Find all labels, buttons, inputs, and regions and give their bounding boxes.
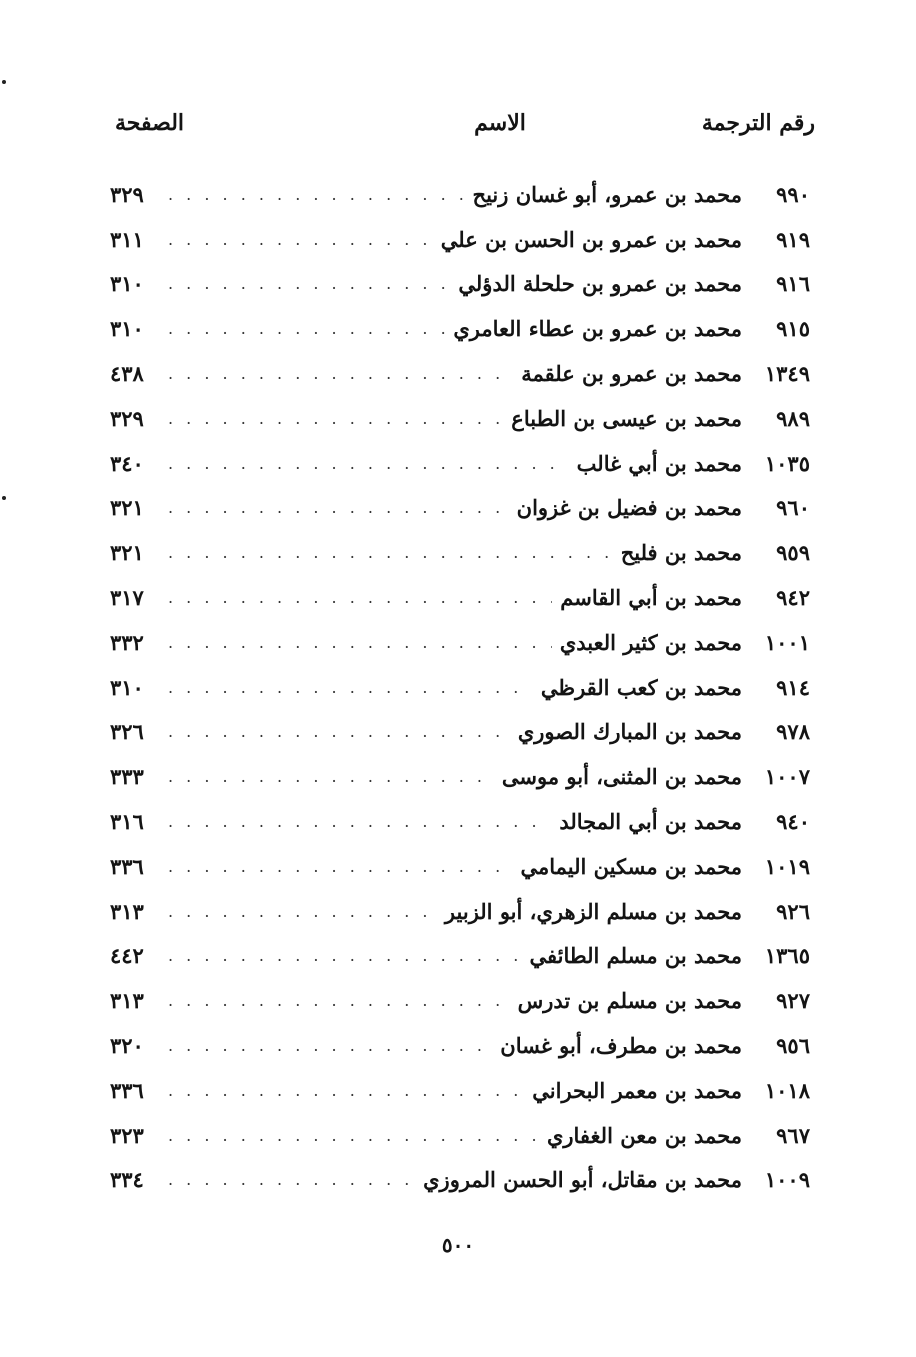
entry-page: ٤٣٨ (110, 361, 144, 387)
entry-page: ٣١٣ (110, 988, 144, 1014)
index-row (110, 575, 810, 620)
entry-name: محمد بن أبي المجالد (559, 809, 742, 835)
entry-name: محمد بن مقاتل، أبو الحسن المروزي (423, 1167, 742, 1193)
entry-name: محمد بن عمرو بن عطاء العامري (453, 316, 742, 342)
leader-dots (168, 946, 522, 965)
index-row (110, 172, 810, 217)
entry-name: محمد بن أبي غالب (576, 450, 742, 476)
entry-page: ٣٣٢ (110, 629, 144, 655)
entry-number: ١٣٤٩ (764, 361, 810, 387)
leader-dots (168, 767, 494, 786)
leader-dots (168, 722, 510, 741)
index-row (110, 306, 810, 351)
entry-page: ٣٢٦ (110, 719, 144, 745)
entry-page: ٣٢٩ (110, 181, 144, 207)
entry-name: محمد بن معمر البحراني (532, 1077, 742, 1103)
entry-number: ٩٨٩ (776, 405, 810, 431)
entry-page: ٣١١ (110, 226, 144, 252)
entry-page: ٣٣٤ (110, 1167, 144, 1193)
entry-number: ١٠٣٥ (764, 450, 810, 476)
entry-name: محمد بن المثنى، أبو موسى (501, 764, 742, 790)
index-row (110, 934, 810, 979)
entry-page: ٣١٦ (110, 809, 144, 835)
leader-dots (168, 1036, 492, 1055)
leader-dots (168, 185, 465, 204)
entry-number: ١٠٠٩ (764, 1167, 810, 1193)
index-row (110, 620, 810, 665)
page-column-header: الصفحة (115, 110, 185, 136)
entry-page: ٣٢١ (110, 495, 144, 521)
leader-dots (168, 274, 450, 293)
entry-number: ٩٤٠ (776, 809, 810, 835)
entry-name: محمد بن أبي القاسم (560, 585, 742, 611)
entry-page: ٣٢٣ (110, 1122, 144, 1148)
leader-dots (168, 319, 445, 338)
index-row (110, 710, 810, 755)
entry-number: ١٠١٩ (764, 853, 810, 879)
leader-dots (168, 857, 513, 876)
index-row (110, 978, 810, 1023)
entry-number: ٩١٩ (776, 226, 810, 252)
leader-dots (168, 454, 569, 473)
entry-page: ٣١٠ (110, 271, 144, 297)
entry-number: ٩٥٦ (776, 1033, 810, 1059)
entry-number: ٩٩٠ (776, 181, 810, 207)
index-row (110, 889, 810, 934)
entry-name: محمد بن مسلم بن تدرس (517, 988, 742, 1014)
entry-name: محمد بن فليح (620, 540, 742, 566)
entry-name: محمد بن عمرو بن الحسن بن علي (440, 226, 742, 252)
index-row (110, 844, 810, 889)
index-row (110, 441, 810, 486)
entry-number: ٩١٦ (776, 271, 810, 297)
entry-name: محمد بن عيسى بن الطباع (511, 405, 742, 431)
entry-number: ٩١٤ (776, 674, 810, 700)
leader-dots (168, 812, 551, 831)
leader-dots (168, 543, 613, 562)
entry-page: ٣١٠ (110, 674, 144, 700)
leader-dots (168, 409, 503, 428)
entry-name: محمد بن مسكين اليمامي (520, 853, 742, 879)
table-header (105, 110, 815, 150)
entry-name: محمد بن كعب القرظي (540, 674, 742, 700)
leader-dots (168, 678, 533, 697)
entry-name: محمد بن معن الغفاري (546, 1122, 742, 1148)
entry-page: ٣٣٦ (110, 1077, 144, 1103)
entry-number: ١٠١٨ (764, 1077, 810, 1103)
entry-number: ٩٧٨ (776, 719, 810, 745)
index-list (110, 172, 810, 1202)
number-column-header: رقم الترجمة (701, 110, 815, 136)
entry-page: ٣٣٣ (110, 764, 144, 790)
index-row (110, 217, 810, 262)
entry-page: ٣٣٦ (110, 853, 144, 879)
scan-mark (2, 496, 6, 500)
leader-dots (168, 588, 552, 607)
index-row (110, 1068, 810, 1113)
entry-number: ٩٥٩ (776, 540, 810, 566)
index-row (110, 1023, 810, 1068)
index-row (110, 486, 810, 531)
scan-mark (2, 80, 6, 84)
index-row (110, 665, 810, 710)
entry-page: ٣٤٠ (110, 450, 144, 476)
entry-page: ٣١٠ (110, 316, 144, 342)
entry-number: ١٣٦٥ (764, 943, 810, 969)
index-row (110, 262, 810, 307)
index-row (110, 396, 810, 441)
index-row (110, 754, 810, 799)
index-row (110, 1113, 810, 1158)
leader-dots (168, 498, 509, 517)
leader-dots (168, 991, 510, 1010)
entry-number: ١٠٠٧ (764, 764, 810, 790)
entry-name: محمد بن مسلم الزهري، أبو الزبير (444, 898, 742, 924)
entry-name: محمد بن المبارك الصوري (517, 719, 742, 745)
entry-number: ٩٤٢ (776, 585, 810, 611)
entry-name: محمد بن مطرف، أبو غسان (500, 1033, 742, 1059)
page-number: ٥٠٠ (441, 1233, 475, 1257)
leader-dots (168, 633, 552, 652)
leader-dots (168, 364, 513, 383)
entry-number: ٩٢٧ (776, 988, 810, 1014)
entry-name: محمد بن عمرو بن حلحلة الدؤلي (458, 271, 742, 297)
entry-page: ٣٢٩ (110, 405, 144, 431)
entry-number: ٩٦٧ (776, 1122, 810, 1148)
entry-name: محمد بن عمرو، أبو غسان زنيح (472, 181, 742, 207)
entry-name: محمد بن مسلم الطائفي (529, 943, 742, 969)
entry-name: محمد بن عمرو بن علقمة (521, 361, 742, 387)
leader-dots (168, 1170, 415, 1189)
entry-page: ٣١٧ (110, 585, 144, 611)
entry-number: ١٠٠١ (764, 629, 810, 655)
index-row (110, 351, 810, 396)
entry-page: ٣٢٠ (110, 1033, 144, 1059)
entry-name: محمد بن كثير العبدي (559, 629, 742, 655)
entry-number: ٩١٥ (776, 316, 810, 342)
index-row (110, 1158, 810, 1203)
index-row (110, 530, 810, 575)
leader-dots (168, 1126, 539, 1145)
entry-name: محمد بن فضيل بن غزوان (516, 495, 742, 521)
entry-number: ٩٢٦ (776, 898, 810, 924)
index-row (110, 799, 810, 844)
entry-number: ٩٦٠ (776, 495, 810, 521)
entry-page: ٣٢١ (110, 540, 144, 566)
entry-page: ٣١٣ (110, 898, 144, 924)
leader-dots (168, 902, 437, 921)
name-column-header: الاسم (474, 110, 526, 136)
leader-dots (168, 1081, 524, 1100)
leader-dots (168, 230, 433, 249)
entry-page: ٤٤٢ (110, 943, 144, 969)
